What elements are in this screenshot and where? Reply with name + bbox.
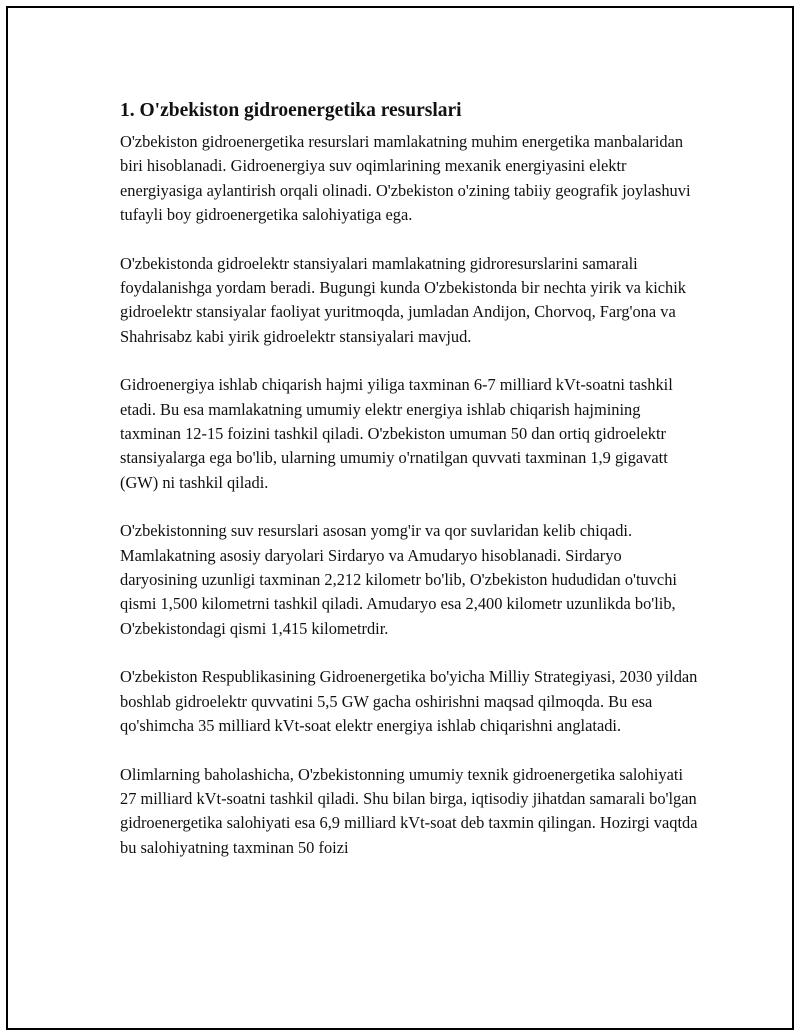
paragraph-4: O'zbekistonning suv resurslari asosan yomg'ir va qor suvlaridan kelib chiqadi. Mamlakatning asosiy daryolari Sirdaryo va Amudaryo hisoblanadi. Sirdaryo daryosining uzunligi taxminan 2,212 kilometr bo'lib, O'zbekiston hududidan o'tuvchi qismi 1,500 kilometrni tashkil qiladi. Amudaryo esa 2,400 kilometr uzunlikda bo'lib, O'zbekistondagi qismi 1,415 kilometrdir. <box>120 521 677 638</box>
paragraph-5: O'zbekiston Respublikasining Gidroenergetika bo'yicha Milliy Strategiyasi, 2030 yildan boshlab gidroelektr quvvatini 5,5 GW gacha oshirishni maqsad qilmoqda. Bu esa qo'shimcha 35 milliard kVt-soat elektr energiya ishlab chiqarishni anglatadi. <box>120 667 698 735</box>
paragraph-3: Gidroenergiya ishlab chiqarish hajmi yiliga taxminan 6-7 milliard kVt-soatni tashkil etadi. Bu esa mamlakatning umumiy elektr energiya ishlab chiqarish hajmining taxminan 12-15 foizini tashkil qiladi. O'zbekiston umuman 50 dan ortiq gidroelektr stansiyalarga ega bo'lib, ularning umumiy o'rnatilgan quvvati taxminan 1,9 gigavatt (GW) ni tashkil qiladi. <box>120 375 673 492</box>
paragraph-1: O'zbekiston gidroenergetika resurslari mamlakatning muhim energetika manbalaridan biri hisoblanadi. Gidroenergiya suv oqimlarining mexanik energiyasini elektr energiyasiga aylantirish orqali olinadi. O'zbekiston o'zining tabiiy geografik joylashuvi tufayli boy gidroenergetika salohiyatiga ega. <box>120 132 691 224</box>
section-heading: 1. O'zbekiston gidroenergetika resurslari <box>120 100 462 121</box>
page-frame <box>6 6 794 1030</box>
paragraph-6: Olimlarning baholashicha, O'zbekistonning umumiy texnik gidroenergetika salohiyati 27 milliard kVt-soatni tashkil qiladi. Shu bilan birga, iqtisodiy jihatdan samarali bo'lgan gidroenergetika salohiyati esa 6,9 milliard kVt-soat deb taxmin qilingan. Hozirgi vaqtda bu salohiyatning taxminan 50 foizi <box>120 764 698 857</box>
document-body <box>120 98 700 884</box>
paragraph-2: O'zbekistonda gidroelektr stansiyalari mamlakatning gidroresurslarini samarali foydalanishga yordam beradi. Bugungi kunda O'zbekistonda bir nechta yirik va kichik gidroelektr stansiyalar faoliyat yuritmoqda, jumladan Andijon, Chorvoq, Farg'ona va Shahrisabz kabi yirik gidroelektr stansiyalari mavjud. <box>120 253 687 346</box>
